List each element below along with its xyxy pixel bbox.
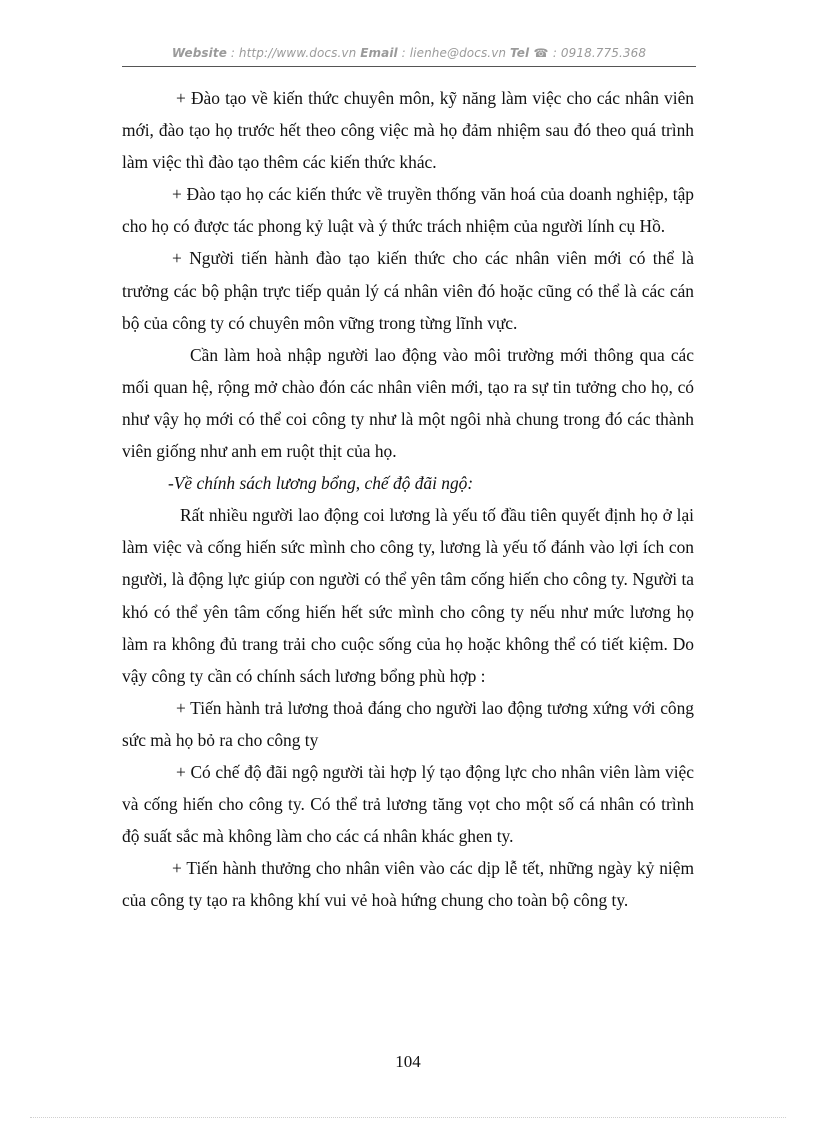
page-number: 104 (395, 1052, 421, 1071)
website-label: Website (171, 46, 227, 60)
email-label: Email (360, 46, 398, 60)
paragraph-salary-importance: Rất nhiều người lao động coi lương là yếu tố đầu tiên quyết định họ ở lại làm việc và cống hiến sức mình cho công ty, lương là yếu tố đánh vào lợi ích con người, là động lực giúp con người có thể yên tâm cống hiến cho công ty. Người ta khó có thể yên tâm cống hiến hết sức mình cho công ty nếu như mức lương họ làm ra không đủ trang trải cho cuộc sống của họ hoặc không thể có tiết kiệm. Do vậy công ty cần có chính sách lương bổng phù hợp : (122, 505, 694, 686)
footer-divider (30, 1117, 786, 1118)
paragraph-trainer: + Người tiến hành đào tạo kiến thức cho các nhân viên mới có thể là trưởng các bộ phận trực tiếp quản lý cá nhân viên đó hoặc cũng có thể là các cán bộ của công ty có chuyên môn vững trong từng lĩnh vực. (122, 248, 694, 333)
header-divider (122, 66, 696, 67)
paragraph-integration: Cần làm hoà nhập người lao động vào môi trường mới thông qua các mối quan hệ, rộng mở chào đón các nhân viên mới, tạo ra sự tin tưởng cho họ, có như vậy họ mới có thể coi công ty như là một ngôi nhà chung trong đó các thành viên giống như anh em ruột thịt của họ. (122, 344, 694, 462)
paragraph-fair-pay: + Tiến hành trả lương thoả đáng cho người lao động tương xứng với công sức mà họ bỏ ra cho công ty (122, 697, 694, 750)
paragraph-talent-policy: + Có chế độ đãi ngộ người tài hợp lý tạo động lực cho nhân viên làm việc và cống hiến cho công ty. Có thể trả lương tăng vọt cho một số cá nhân có trình độ suất sắc mà không làm cho các cá nhân khác ghen ty. (122, 761, 694, 847)
page-header (122, 46, 696, 60)
tel-value: : 0918.775.368 (552, 46, 647, 60)
paragraph-training-skills: + Đào tạo về kiến thức chuyên môn, kỹ năng làm việc cho các nhân viên mới, đào tạo họ trước hết theo công việc mà họ đảm nhiệm sau đó theo quá trình làm việc thì đào tạo thêm các kiến thức khác. (122, 88, 694, 173)
paragraph-bonuses: + Tiến hành thưởng cho nhân viên vào các dịp lễ tết, những ngày kỷ niệm của công ty tạo ra không khí vui vẻ hoà hứng chung cho toàn bộ công ty. (122, 858, 694, 911)
tel-label: Tel (510, 46, 530, 60)
section-heading-salary: -Về chính sách lương bổng, chế độ đãi ngộ: (168, 473, 474, 494)
phone-icon: ☎ (529, 46, 553, 60)
paragraph-training-culture: + Đào tạo họ các kiến thức về truyền thống văn hoá của doanh nghiệp, tập cho họ có được tác phong kỷ luật và ý thức trách nhiệm của người lính cụ Hồ. (122, 184, 694, 237)
document-body (122, 82, 694, 916)
website-value: : http://www.docs.vn (226, 46, 361, 60)
email-value: : lienhe@docs.vn (397, 46, 511, 60)
